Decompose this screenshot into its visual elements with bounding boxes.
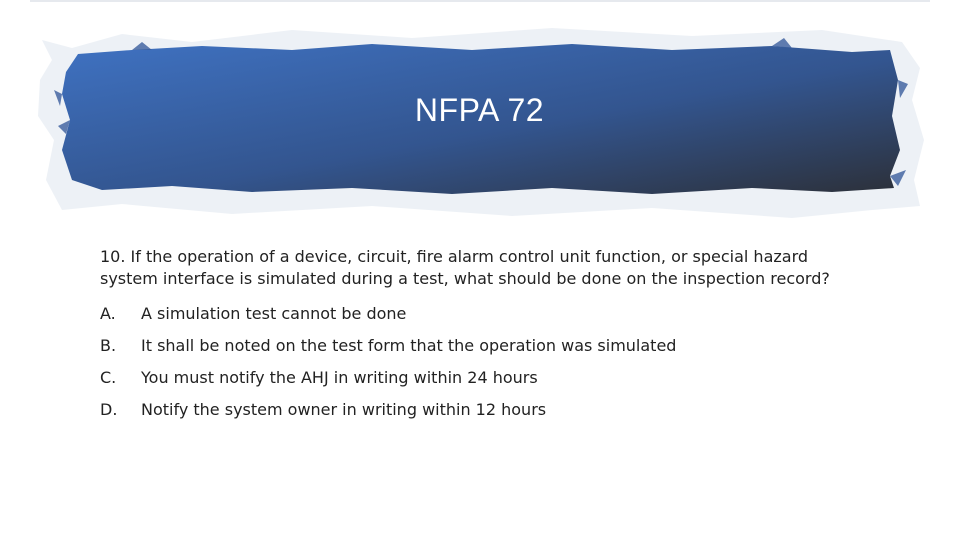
option-letter: A. bbox=[100, 304, 116, 323]
question-text: 10. If the operation of a device, circuit, fire alarm control unit function, or special hazard system interface is simulated during a test, what should be done on the inspection record? bbox=[100, 247, 830, 288]
option-text: A simulation test cannot be done bbox=[141, 304, 407, 323]
top-divider bbox=[30, 0, 930, 2]
option-a bbox=[100, 298, 860, 330]
title-banner bbox=[32, 20, 927, 220]
option-letter: D. bbox=[100, 400, 118, 419]
option-text: Notify the system owner in writing within 12 hours bbox=[141, 400, 547, 419]
option-text: It shall be noted on the test form that the operation was simulated bbox=[141, 336, 677, 355]
option-c bbox=[100, 362, 860, 394]
option-d bbox=[100, 394, 860, 426]
option-text: You must notify the AHJ in writing within 24 hours bbox=[141, 368, 538, 387]
option-letter: C. bbox=[100, 368, 117, 387]
slide-title: NFPA 72 bbox=[414, 92, 545, 128]
question-block bbox=[100, 246, 860, 426]
option-letter: B. bbox=[100, 336, 117, 355]
option-b bbox=[100, 330, 860, 362]
